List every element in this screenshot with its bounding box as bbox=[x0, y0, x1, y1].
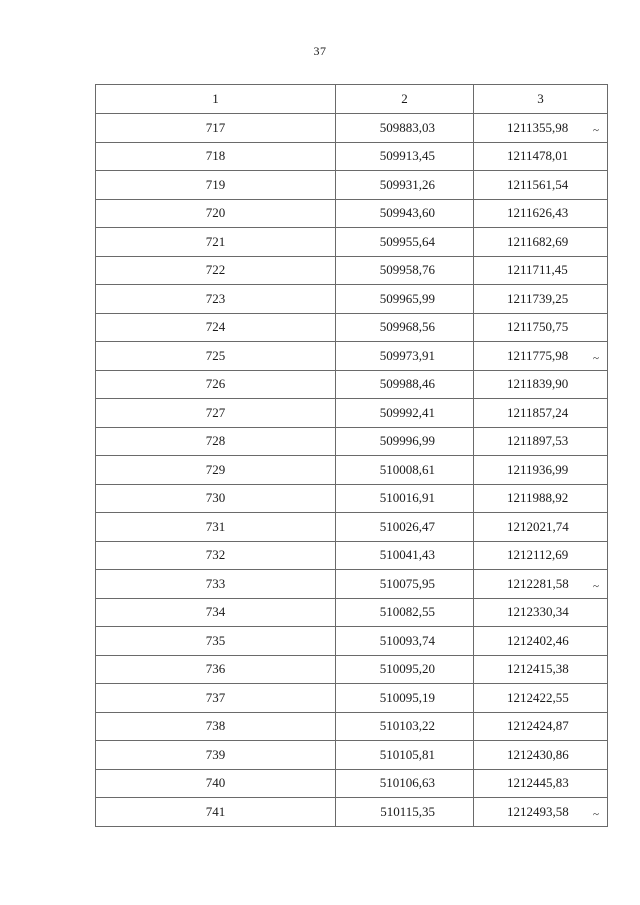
coordinate-y: 1212415,38 bbox=[507, 661, 569, 677]
coordinate-x: 510093,74 bbox=[336, 627, 474, 656]
coordinate-x: 509996,99 bbox=[336, 427, 474, 456]
table-row bbox=[96, 313, 608, 342]
coordinate-x: 509931,26 bbox=[336, 171, 474, 200]
table-row bbox=[96, 171, 608, 200]
coordinate-y: 1211478,01 bbox=[507, 148, 569, 164]
table-row bbox=[96, 712, 608, 741]
point-number: 731 bbox=[96, 513, 336, 542]
point-number: 734 bbox=[96, 598, 336, 627]
table-row bbox=[96, 655, 608, 684]
coordinate-y: 1212112,69 bbox=[507, 547, 569, 563]
coordinate-y: 1212402,46 bbox=[507, 632, 569, 648]
coordinate-y-cell bbox=[474, 313, 608, 342]
page-number: 37 bbox=[313, 44, 327, 58]
point-number: 737 bbox=[96, 684, 336, 713]
coordinate-x: 510016,91 bbox=[336, 484, 474, 513]
coordinate-y-cell bbox=[474, 741, 608, 770]
coordinate-y: 1212493,58 bbox=[507, 803, 569, 819]
table-row bbox=[96, 342, 608, 371]
point-number: 741 bbox=[96, 798, 336, 827]
table-row bbox=[96, 399, 608, 428]
coordinate-y: 1212424,87 bbox=[507, 718, 569, 734]
header-col-1: 1 bbox=[96, 85, 336, 114]
table-row bbox=[96, 199, 608, 228]
point-number: 736 bbox=[96, 655, 336, 684]
margin-tick-mark: ~ bbox=[593, 124, 599, 137]
table-row bbox=[96, 427, 608, 456]
coordinate-x: 510095,19 bbox=[336, 684, 474, 713]
table-row bbox=[96, 570, 608, 599]
point-number: 717 bbox=[96, 114, 336, 143]
point-number: 733 bbox=[96, 570, 336, 599]
table-row bbox=[96, 684, 608, 713]
table-row bbox=[96, 285, 608, 314]
coordinate-y: 1211775,98 bbox=[507, 347, 569, 363]
point-number: 720 bbox=[96, 199, 336, 228]
coordinate-y-cell bbox=[474, 570, 608, 599]
coordinate-y-cell bbox=[474, 627, 608, 656]
table-row bbox=[96, 370, 608, 399]
point-number: 729 bbox=[96, 456, 336, 485]
coordinate-x: 510103,22 bbox=[336, 712, 474, 741]
coordinate-y: 1211739,25 bbox=[507, 290, 569, 306]
coordinate-y: 1211857,24 bbox=[507, 404, 569, 420]
coordinate-x: 510026,47 bbox=[336, 513, 474, 542]
table-row bbox=[96, 741, 608, 770]
coordinate-x: 509992,41 bbox=[336, 399, 474, 428]
coordinate-y-cell bbox=[474, 541, 608, 570]
coordinate-y-cell bbox=[474, 484, 608, 513]
header-col-3: 3 bbox=[474, 85, 608, 114]
coordinate-x: 509958,76 bbox=[336, 256, 474, 285]
coordinate-y-cell bbox=[474, 171, 608, 200]
coordinate-y: 1212422,55 bbox=[507, 689, 569, 705]
coordinate-x: 509943,60 bbox=[336, 199, 474, 228]
point-number: 730 bbox=[96, 484, 336, 513]
point-number: 728 bbox=[96, 427, 336, 456]
coordinate-y: 1211355,98 bbox=[507, 119, 569, 135]
coordinate-x: 509968,56 bbox=[336, 313, 474, 342]
coordinate-y: 1211750,75 bbox=[507, 319, 569, 335]
coordinate-x: 510008,61 bbox=[336, 456, 474, 485]
coordinate-y: 1212330,34 bbox=[507, 604, 569, 620]
table-row bbox=[96, 456, 608, 485]
coordinate-y: 1211682,69 bbox=[507, 233, 569, 249]
header-col-2: 2 bbox=[336, 85, 474, 114]
coordinate-y: 1212445,83 bbox=[507, 775, 569, 791]
point-number: 739 bbox=[96, 741, 336, 770]
coordinate-y: 1211626,43 bbox=[507, 205, 569, 221]
point-number: 740 bbox=[96, 769, 336, 798]
coordinate-y: 1211988,92 bbox=[507, 490, 569, 506]
coordinate-y: 1211897,53 bbox=[507, 433, 569, 449]
coordinate-x: 510075,95 bbox=[336, 570, 474, 599]
table-row bbox=[96, 142, 608, 171]
coordinate-x: 510041,43 bbox=[336, 541, 474, 570]
coordinate-y-cell bbox=[474, 598, 608, 627]
coordinate-x: 510115,35 bbox=[336, 798, 474, 827]
coordinate-y: 1212021,74 bbox=[507, 518, 569, 534]
point-number: 721 bbox=[96, 228, 336, 257]
table-row bbox=[96, 256, 608, 285]
coordinate-y: 1212281,58 bbox=[507, 575, 569, 591]
coordinate-y-cell bbox=[474, 684, 608, 713]
table-row bbox=[96, 627, 608, 656]
coordinate-x: 510095,20 bbox=[336, 655, 474, 684]
coordinate-y-cell bbox=[474, 769, 608, 798]
point-number: 724 bbox=[96, 313, 336, 342]
table-body bbox=[96, 114, 608, 827]
coordinate-y-cell bbox=[474, 285, 608, 314]
point-number: 726 bbox=[96, 370, 336, 399]
point-number: 718 bbox=[96, 142, 336, 171]
point-number: 727 bbox=[96, 399, 336, 428]
point-number: 725 bbox=[96, 342, 336, 371]
coordinate-x: 510106,63 bbox=[336, 769, 474, 798]
table-row bbox=[96, 484, 608, 513]
coordinates-table bbox=[95, 84, 608, 827]
coordinate-y-cell bbox=[474, 655, 608, 684]
point-number: 719 bbox=[96, 171, 336, 200]
coordinate-y-cell bbox=[474, 342, 608, 371]
coordinate-y-cell bbox=[474, 228, 608, 257]
margin-tick-mark: ~ bbox=[593, 352, 599, 365]
coordinate-x: 509955,64 bbox=[336, 228, 474, 257]
point-number: 723 bbox=[96, 285, 336, 314]
table-header bbox=[96, 85, 608, 114]
coordinate-y-cell bbox=[474, 142, 608, 171]
coordinate-y: 1212430,86 bbox=[507, 746, 569, 762]
point-number: 732 bbox=[96, 541, 336, 570]
point-number: 735 bbox=[96, 627, 336, 656]
point-number: 722 bbox=[96, 256, 336, 285]
coordinate-x: 509988,46 bbox=[336, 370, 474, 399]
table-row bbox=[96, 598, 608, 627]
table-row bbox=[96, 541, 608, 570]
coordinate-y-cell bbox=[474, 798, 608, 827]
coordinate-x: 510082,55 bbox=[336, 598, 474, 627]
table-row bbox=[96, 114, 608, 143]
coordinate-y: 1211711,45 bbox=[507, 262, 568, 278]
coordinate-y-cell bbox=[474, 256, 608, 285]
margin-tick-mark: ~ bbox=[593, 808, 599, 821]
coordinate-y-cell bbox=[474, 513, 608, 542]
coordinate-y: 1211936,99 bbox=[507, 461, 569, 477]
coordinate-y-cell bbox=[474, 199, 608, 228]
coordinate-x: 509913,45 bbox=[336, 142, 474, 171]
table-row bbox=[96, 228, 608, 257]
table-row bbox=[96, 769, 608, 798]
coordinate-y: 1211561,54 bbox=[507, 176, 569, 192]
table-row bbox=[96, 798, 608, 827]
header-row bbox=[96, 85, 608, 114]
coordinate-y: 1211839,90 bbox=[507, 376, 569, 392]
table-row bbox=[96, 513, 608, 542]
coordinate-y-cell bbox=[474, 114, 608, 143]
coordinate-y-cell bbox=[474, 399, 608, 428]
coordinate-y-cell bbox=[474, 456, 608, 485]
coordinate-x: 509973,91 bbox=[336, 342, 474, 371]
coordinate-x: 509965,99 bbox=[336, 285, 474, 314]
margin-tick-mark: ~ bbox=[593, 580, 599, 593]
coordinate-y-cell bbox=[474, 427, 608, 456]
coordinate-x: 509883,03 bbox=[336, 114, 474, 143]
coordinate-y-cell bbox=[474, 370, 608, 399]
coordinate-y-cell bbox=[474, 712, 608, 741]
coordinate-x: 510105,81 bbox=[336, 741, 474, 770]
point-number: 738 bbox=[96, 712, 336, 741]
